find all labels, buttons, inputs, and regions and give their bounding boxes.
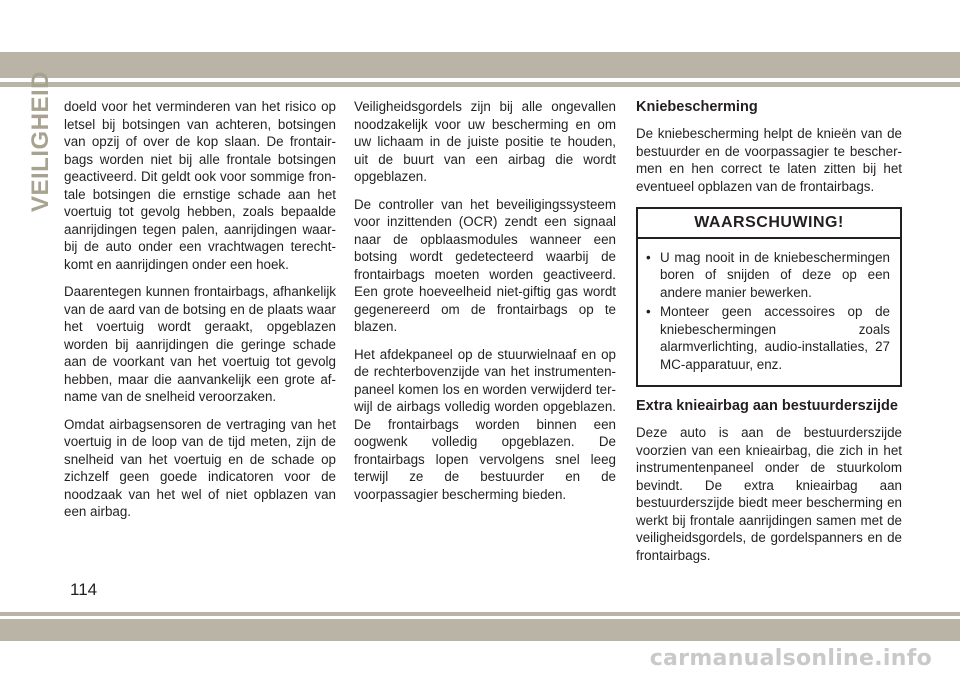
paragraph: Omdat airbagsensoren de vertraging van het voertuig in de loop van de tijd meten, zijn de snelheid van het voertuig en de schade op zichzelf geen goede indicatoren voor de noodzaak van het wel of niet opblazen van een airbag. <box>64 416 336 519</box>
heading-kniebescherming: Kniebescherming <box>636 99 758 115</box>
warning-item <box>646 303 890 373</box>
section-tab-label: VEILIGHEID <box>27 70 54 212</box>
warning-item <box>646 249 890 302</box>
top-stripe <box>0 52 960 78</box>
warning-box <box>636 207 902 387</box>
warning-item-text: Monteer geen accessoires op de kniebeschermingen zoals alarmverlichting, audio-installaties, 27 MC-apparatuur, enz. <box>660 304 890 372</box>
paragraph: De controller van het beveiligingssysteem voor inzittenden (OCR) zendt een signaal naar de opblaasmodules wanneer een botsing wordt gedetecteerd waarbij de frontairbags moeten worden geactiveerd. Een grote hoeveelheid niet-giftig gas wordt gegenereerd om de frontairbags op te blazen. <box>354 196 616 334</box>
watermark: carmanualsonline.info <box>649 646 932 671</box>
page-number: 114 <box>70 580 98 599</box>
column-1 <box>64 98 336 531</box>
warning-title: WAARSCHUWING! <box>638 209 900 239</box>
column-2 <box>354 98 616 513</box>
bullet-icon: • <box>646 249 651 265</box>
paragraph: Deze auto is aan de bestuurderszijde voorzien van een knieairbag, die zich in het instrumentenpaneel onder de stuurkolom bevindt. De extra knieairbag aan bestuurderszijde biedt meer bescherming en werkt bij frontale aanrijdingen samen met de veiligheidsgordels, de gordelspanners en de frontairbags. <box>636 425 902 563</box>
bottom-thin-stripe <box>0 612 960 616</box>
heading-extra-knieairbag: Extra knieairbag aan bestuurderszijde <box>636 398 898 414</box>
bottom-stripe <box>0 619 960 641</box>
paragraph: Het afdekpaneel op de stuurwielnaaf en op de rechterbovenzijde van het instrumentenpaneel komen los en worden verwijderd terwijl de airbags volledig worden opgeblazen. De frontairbags worden binnen een oogwenk volledig opgeblazen. De frontairbags lopen vervolgens snel leeg terwijl ze de bestuurder en de voorpassagier bescherming bieden. <box>354 346 616 502</box>
paragraph: doeld voor het verminderen van het risico op letsel bij botsingen van achteren, botsingen van opzij of over de kop slaan. De frontairbags worden niet bij alle frontale botsingen geactiveerd. Dit geldt ook voor sommige frontale botsingen die ernstige schade aan het voertuig tot gevolg hebben, zoals bepaalde aanrijdingen tegen palen, aanrijdingen waarbij de auto onder een vrachtwagen terechtkomt en aanrijdingen onder een hoek. <box>64 99 336 272</box>
bullet-icon: • <box>646 304 651 319</box>
warning-item-text: U mag nooit in de kniebeschermingen boren of snijden of deze op een andere manier bewerken. <box>660 249 890 300</box>
top-decorative-band <box>0 0 960 88</box>
paragraph: Veiligheidsgordels zijn bij alle ongevallen noodzakelijk voor uw bescherming en om uw lichaam in de juiste positie te houden, uit de buurt van een airbag die wordt opgeblazen. <box>354 99 616 184</box>
column-3 <box>636 98 902 574</box>
top-thin-stripe <box>0 82 960 87</box>
warning-list <box>638 239 900 386</box>
paragraph: De kniebescherming helpt de knieën van de bestuurder en de voorpassagier te beschermen en hen correct te laten zitten bij het eventueel opblazen van de frontairbags. <box>636 126 902 194</box>
paragraph: Daarentegen kunnen frontairbags, afhankelijk van de aard van de botsing en de plaats waar het voertuig wordt geraakt, opgeblazen worden bij aanrijdingen die geringe schade aan de voorkant van het voertuig tot gevolg hebben, maar die aanvankelijk een grote afname van de snelheid veroorzaken. <box>64 284 336 404</box>
